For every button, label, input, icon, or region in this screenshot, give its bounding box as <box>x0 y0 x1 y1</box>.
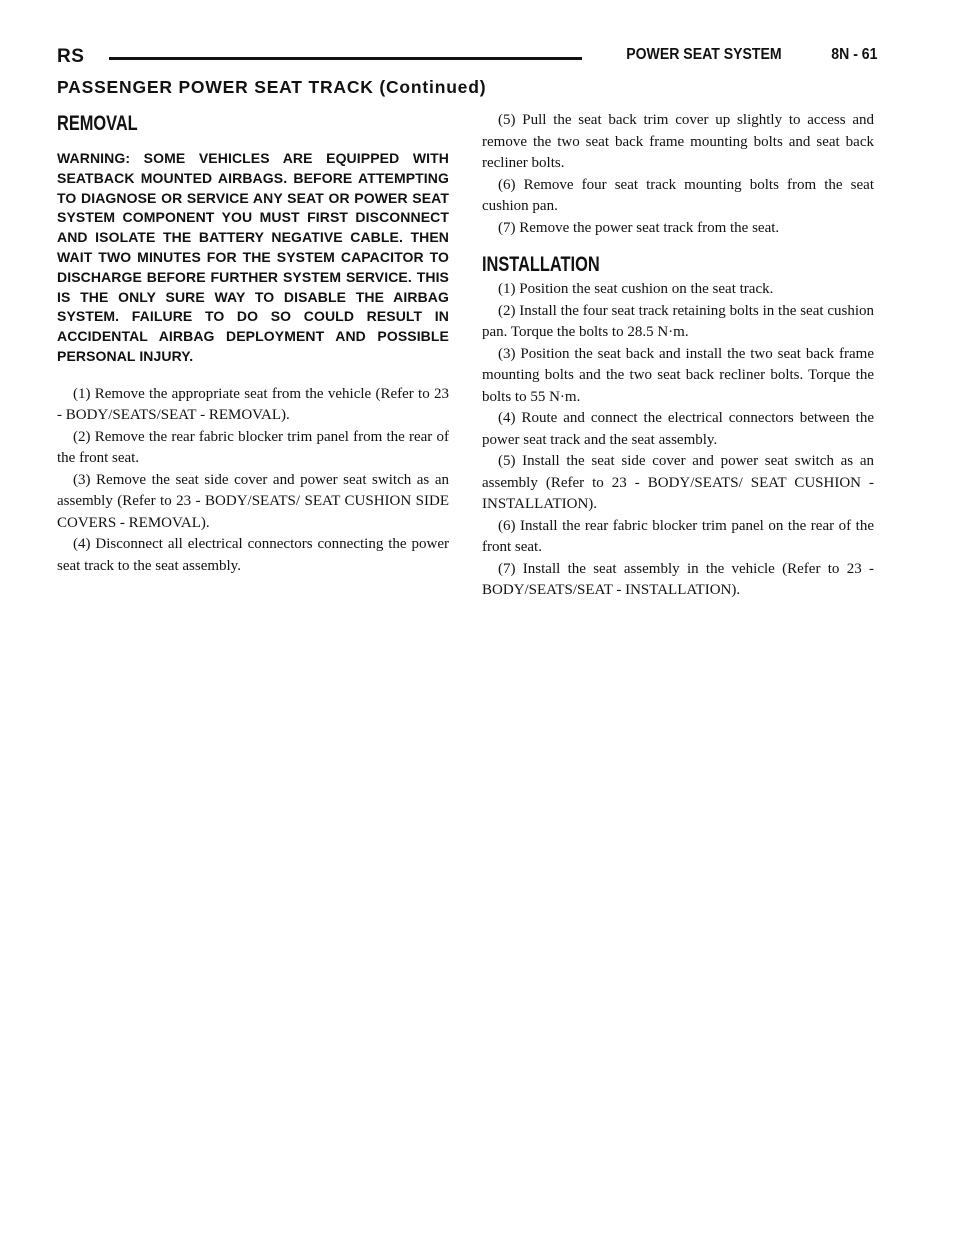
installation-step: (2) Install the four seat track retaining bolts in the seat cushion pan. Torque the bolts to 28.5 N·m. <box>482 302 874 340</box>
installation-step: (1) Position the seat cushion on the seat track. <box>498 281 774 297</box>
removal-step: (7) Remove the power seat track from the seat. <box>498 219 780 236</box>
right-column <box>482 110 874 602</box>
removal-step: (3) Remove the seat side cover and power seat switch as an assembly (Refer to 23 - BODY/SEATS/ SEAT CUSHION SIDE COVERS - REMOVAL). <box>57 471 449 531</box>
installation-step: (4) Route and connect the electrical connectors between the power seat track and the seat assembly. <box>482 410 874 448</box>
removal-step: (2) Remove the rear fabric blocker trim panel from the rear of the front seat. <box>57 428 449 467</box>
page-header <box>57 44 877 72</box>
installation-step: (6) Install the rear fabric blocker trim panel on the rear of the front seat. <box>482 517 874 555</box>
installation-heading: INSTALLATION <box>482 253 600 276</box>
removal-heading: REMOVAL <box>57 112 138 135</box>
installation-step: (5) Install the seat side cover and power seat switch as an assembly (Refer to 23 - BODY/SEATS/ SEAT CUSHION - INSTALLATION). <box>482 453 874 512</box>
installation-step: (3) Position the seat back and install the two seat back frame mounting bolts and the two seat back recliner bolts. Torque the bolts to 55 N·m. <box>482 345 874 405</box>
section-title: POWER SEAT SYSTEM <box>626 46 782 63</box>
removal-step: (6) Remove four seat track mounting bolts from the seat cushion pan. <box>482 176 874 214</box>
removal-step: (1) Remove the appropriate seat from the vehicle (Refer to 23 - BODY/SEATS/SEAT - REMOVAL). <box>57 385 449 424</box>
removal-step: (4) Disconnect all electrical connectors connecting the power seat track to the seat assembly. <box>57 536 449 574</box>
header-rule <box>109 57 582 60</box>
continued-heading: PASSENGER POWER SEAT TRACK (Continued) <box>57 77 487 97</box>
removal-step: (5) Pull the seat back trim cover up slightly to access and remove the two seat back frame mounting bolts and seat back recliner bolts. <box>482 112 874 171</box>
installation-step: (7) Install the seat assembly in the vehicle (Refer to 23 - BODY/SEATS/SEAT - INSTALLATION). <box>482 560 874 598</box>
manual-code: RS <box>57 46 85 67</box>
warning-text: WARNING: SOME VEHICLES ARE EQUIPPED WITH SEATBACK MOUNTED AIRBAGS. BEFORE ATTEMPTING TO DIAGNOSE OR SERVICE ANY SEAT OR POWER SEAT SYSTEM COMPONENT YOU MUST FIRST DISCONNECT AND ISOLATE THE BATTERY NEGATIVE CABLE. THEN WAIT TWO MINUTES FOR THE SYSTEM CAPACITOR TO DISCHARGE BEFORE FURTHER SYSTEM SERVICE. THIS IS THE ONLY SURE WAY TO DISABLE THE AIRBAG SYSTEM. FAILURE TO DO SO COULD RESULT IN ACCIDENTAL AIRBAG DEPLOYMENT AND POSSIBLE PERSONAL INJURY. <box>57 150 449 364</box>
page-number: 8N - 61 <box>830 46 877 63</box>
left-column <box>57 110 449 577</box>
